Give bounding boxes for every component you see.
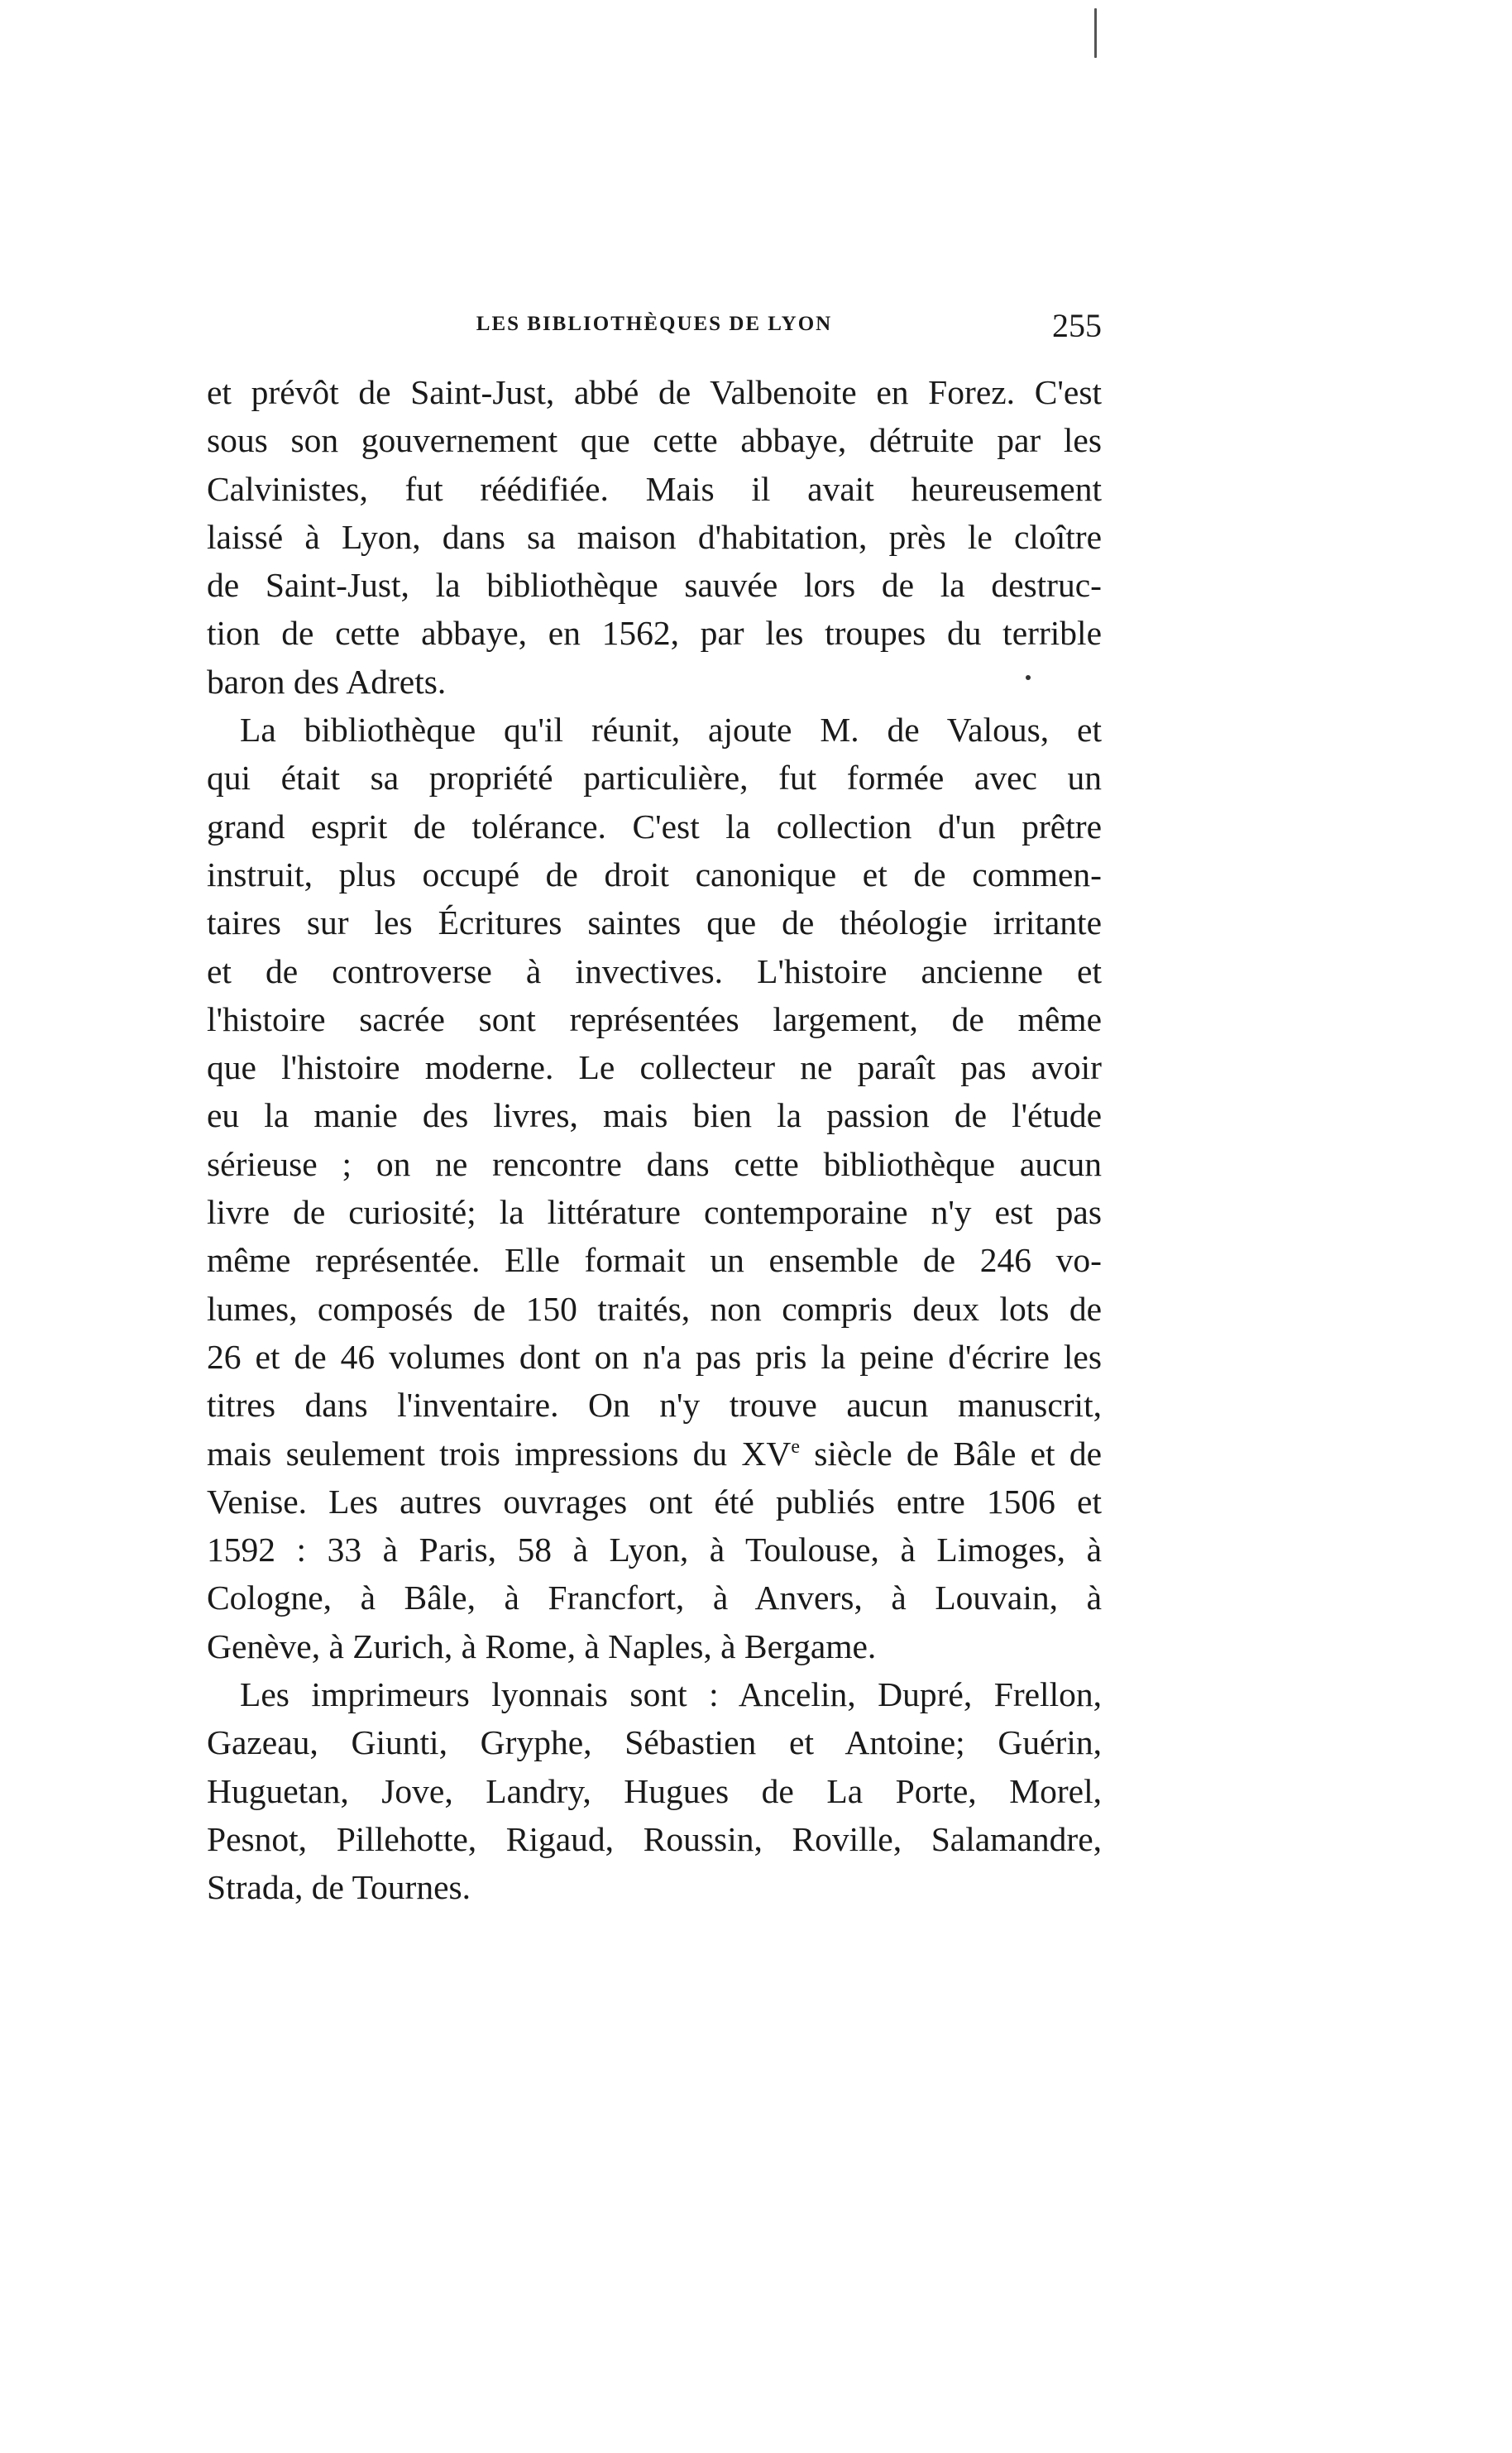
text-line: Les imprimeurs lyonnais sont : Ancelin, Dupré, Frellon, [240, 1675, 1102, 1714]
text-line: La bibliothèque qu'il réunit, ajoute M. de Valous, et [240, 711, 1102, 750]
text-line: baron des Adrets. [207, 662, 447, 701]
text-line: livre de curiosité; la littérature contemporaine n'y est pas [207, 1193, 1102, 1232]
text-line: de Saint-Just, la bibliothèque sauvée lors de la destruc- [207, 566, 1102, 605]
text-line: qui était sa propriété particulière, fut formée avec un [207, 759, 1102, 798]
text-line: et prévôt de Saint-Just, abbé de Valbenoite en Forez. C'est [207, 373, 1102, 411]
text-line: eu la manie des livres, mais bien la passion de l'étude [207, 1096, 1102, 1135]
text-line: même représentée. Elle formait un ensemble de 246 vo- [207, 1241, 1102, 1280]
text-fragment: siècle de Bâle et de [799, 1434, 1102, 1473]
running-head: LES BIBLIOTHÈQUES DE LYON [476, 313, 833, 335]
superscript: e [791, 1435, 800, 1458]
text-line: sous son gouvernement que cette abbaye, détruite par les [207, 421, 1102, 460]
text-line: titres dans l'inventaire. On n'y trouve aucun manuscrit, [207, 1386, 1102, 1425]
text-line [207, 1430, 1102, 1478]
text-line: Strada, de Tournes. [207, 1868, 471, 1907]
text-line: lumes, composés de 150 traités, non compris deux lots de [207, 1289, 1102, 1328]
text-line: 1592 : 33 à Paris, 58 à Lyon, à Toulouse, à Limoges, à [207, 1531, 1102, 1569]
text-line: l'histoire sacrée sont représentées largement, de même [207, 999, 1102, 1038]
paragraph-2 [207, 706, 1102, 1670]
text-line: Venise. Les autres ouvrages ont été publiés entre 1506 et [207, 1482, 1102, 1521]
text-line: Genève, à Zurich, à Rome, à Naples, à Bergame. [207, 1627, 877, 1665]
text-line: instruit, plus occupé de droit canonique et de commen- [207, 855, 1102, 894]
page-header [207, 307, 1102, 362]
text-line: et de controverse à invectives. L'histoire ancienne et [207, 951, 1102, 990]
text-line: Pesnot, Pillehotte, Rigaud, Roussin, Roville, Salamandre, [207, 1819, 1102, 1858]
scan-speck [1094, 8, 1097, 58]
text-line: Cologne, à Bâle, à Francfort, à Anvers, à Louvain, à [207, 1579, 1102, 1617]
scan-speck [1026, 675, 1031, 680]
text-line: Calvinistes, fut réédifiée. Mais il avait heureusement [207, 469, 1102, 508]
text-line: laissé à Lyon, dans sa maison d'habitation, près le cloître [207, 517, 1102, 556]
paragraph-1 [207, 368, 1102, 706]
text-fragment: mais seulement trois impressions du XV [207, 1434, 792, 1473]
text-line: 26 et de 46 volumes dont on n'a pas pris la peine d'écrire les [207, 1337, 1102, 1376]
text-line: Huguetan, Jove, Landry, Hugues de La Porte, Morel, [207, 1771, 1102, 1810]
text-line: grand esprit de tolérance. C'est la collection d'un prêtre [207, 807, 1102, 846]
paragraph-3 [207, 1670, 1102, 1911]
body-text [207, 368, 1102, 1912]
text-line: que l'histoire moderne. Le collecteur ne paraît pas avoir [207, 1048, 1102, 1087]
text-line: Gazeau, Giunti, Gryphe, Sébastien et Antoine; Guérin, [207, 1723, 1102, 1762]
page-number: 255 [1052, 307, 1102, 344]
text-line: tion de cette abbaye, en 1562, par les troupes du terrible [207, 614, 1102, 653]
text-line: sérieuse ; on ne rencontre dans cette bibliothèque aucun [207, 1144, 1102, 1183]
text-line: taires sur les Écritures saintes que de théologie irritante [207, 903, 1102, 942]
